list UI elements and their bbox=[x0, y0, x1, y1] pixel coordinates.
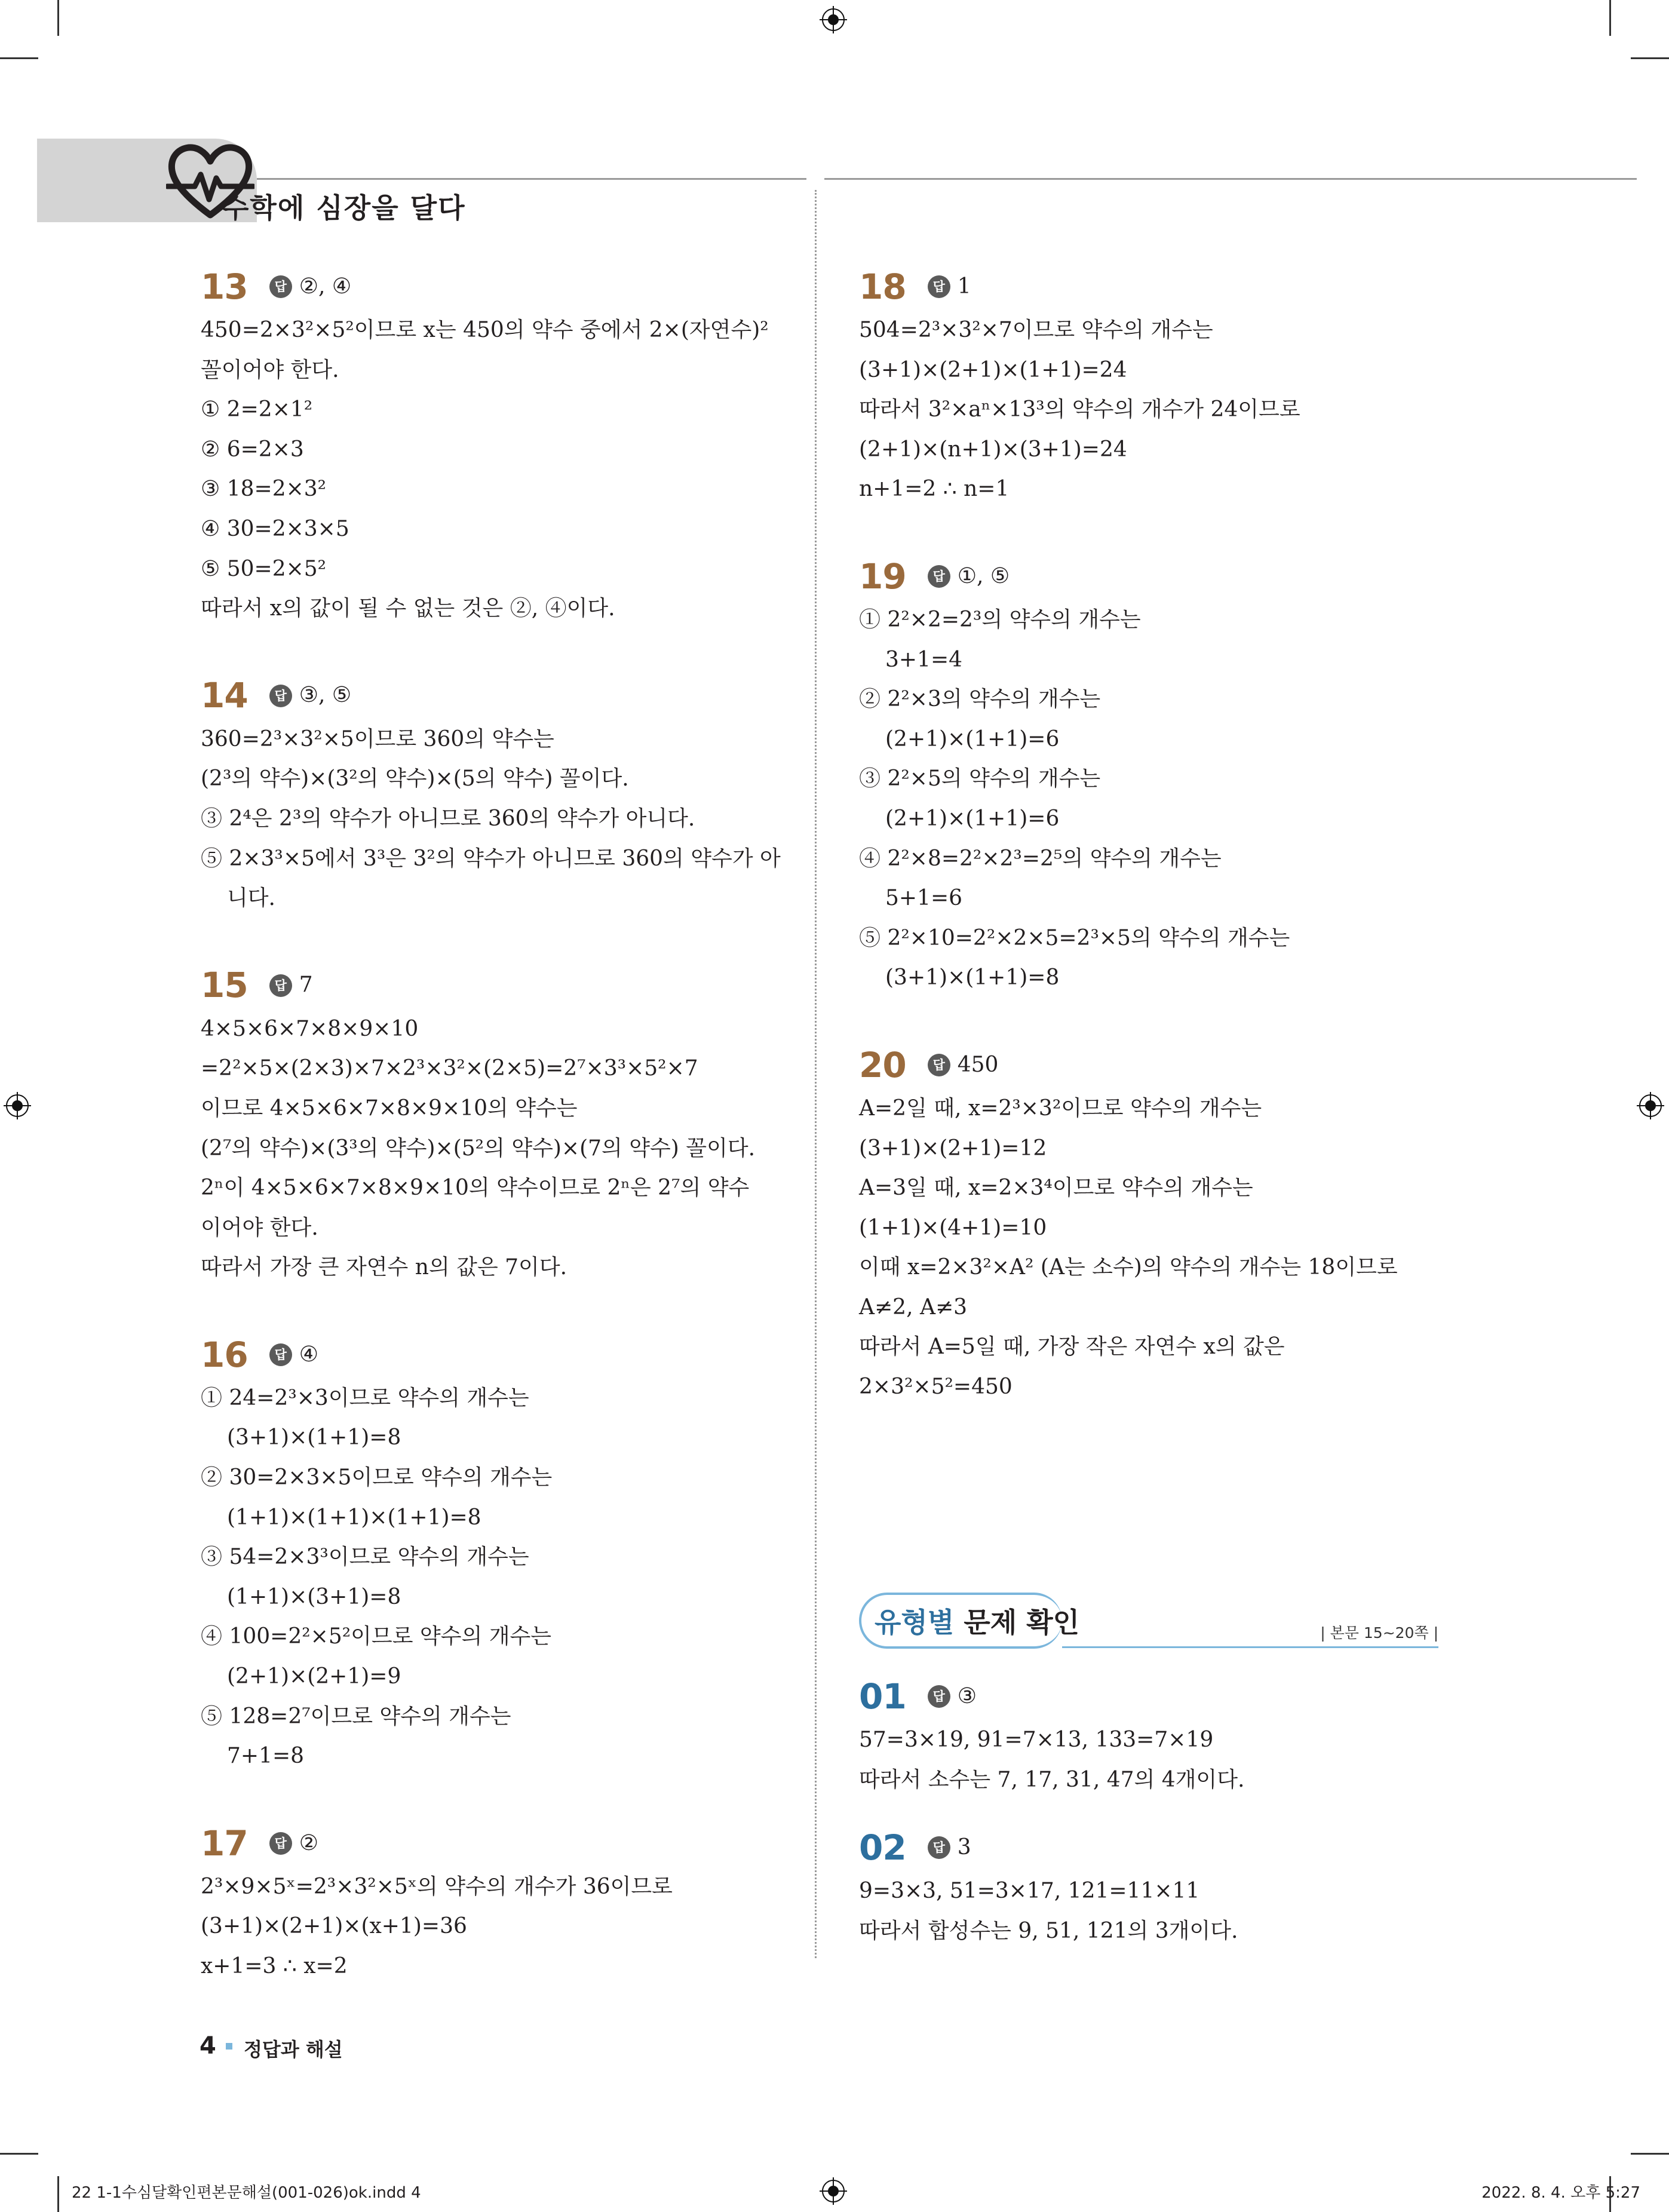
solution-line: ⑤ 128=2⁷이므로 약수의 개수는 bbox=[201, 1704, 511, 1729]
answer-badge-icon: 답 bbox=[269, 1832, 292, 1855]
answer-value: 7 bbox=[299, 972, 313, 998]
solution-line: A=3일 때, x=2×3⁴이므로 약수의 개수는 bbox=[859, 1176, 1253, 1201]
header-title: 수학에 심장을 달다 bbox=[222, 192, 466, 224]
solution-line: 9=3×3, 51=3×17, 121=11×11 bbox=[859, 1879, 1200, 1904]
solution-line: 따라서 A=5일 때, 가장 작은 자연수 x의 값은 bbox=[859, 1334, 1285, 1360]
problem-block bbox=[201, 672, 798, 919]
solution-line: 450=2×3²×5²이므로 x는 450의 약수 중에서 2×(자연수)² bbox=[201, 318, 769, 342]
answer-value: ③ bbox=[957, 1683, 977, 1708]
column-divider bbox=[815, 190, 817, 1958]
problem-header bbox=[201, 263, 798, 311]
solution-line: 니다. bbox=[227, 886, 275, 911]
problem-header bbox=[859, 1673, 1456, 1720]
solution-line: (2³의 약수)×(3²의 약수)×(5의 약수) 꼴이다. bbox=[201, 766, 629, 791]
answer-value: ②, ④ bbox=[299, 274, 352, 299]
problem-block bbox=[859, 1673, 1456, 1800]
solution-line: 3+1=4 bbox=[885, 647, 963, 672]
problem-number: 15 bbox=[201, 965, 248, 1006]
crop-mark bbox=[1631, 2153, 1669, 2155]
solution-line: 2³×9×5ˣ=2³×3²×5ˣ의 약수의 개수가 36이므로 bbox=[201, 1874, 673, 1899]
section-underline bbox=[1062, 1646, 1438, 1648]
registration-mark-icon bbox=[820, 6, 847, 33]
registration-mark-icon bbox=[4, 1092, 31, 1119]
solution-line: 57=3×19, 91=7×13, 133=7×19 bbox=[859, 1728, 1214, 1752]
solution-line: ② 30=2×3×5이므로 약수의 개수는 bbox=[201, 1465, 553, 1490]
answer-badge-icon: 답 bbox=[928, 1685, 950, 1708]
solution-line: (3+1)×(1+1)=8 bbox=[227, 1425, 401, 1450]
solution-line: (3+1)×(2+1)×(1+1)=24 bbox=[859, 357, 1127, 382]
section-problems bbox=[859, 1673, 1456, 1951]
problem-block bbox=[859, 1041, 1456, 1407]
answer-badge-icon: 답 bbox=[928, 275, 950, 298]
problem-block bbox=[201, 1820, 798, 1987]
solution-line: 이어야 한다. bbox=[201, 1215, 318, 1240]
solution-line: ④ 30=2×3×5 bbox=[201, 516, 349, 541]
header-rule bbox=[257, 178, 806, 180]
solution-line: 따라서 가장 큰 자연수 n의 값은 7이다. bbox=[201, 1255, 567, 1280]
solution-line: ① 2²×2=2³의 약수의 개수는 bbox=[859, 607, 1141, 632]
slug-file: 22 1-1수심달확인편본문해설(001-026)ok.indd 4 bbox=[72, 2184, 421, 2202]
solution-line: 이므로 4×5×6×7×8×9×10의 약수는 bbox=[201, 1096, 578, 1121]
solution-line: ⑤ 50=2×5² bbox=[201, 556, 327, 581]
answer-badge-icon: 답 bbox=[269, 275, 292, 298]
answer-badge-icon: 답 bbox=[269, 685, 292, 707]
problem-number: 02 bbox=[859, 1827, 906, 1868]
registration-mark-icon bbox=[1637, 1092, 1664, 1119]
problem-number: 20 bbox=[859, 1044, 906, 1085]
registration-mark-icon bbox=[820, 2177, 847, 2205]
answer-badge-icon: 답 bbox=[269, 1343, 292, 1366]
solution-line: 꼴이어야 한다. bbox=[201, 357, 339, 382]
problem-header bbox=[201, 1331, 798, 1379]
solution-line: 따라서 3²×aⁿ×13³의 약수의 개수가 24이므로 bbox=[859, 397, 1300, 422]
crop-mark bbox=[57, 0, 59, 36]
answer-value: 1 bbox=[957, 274, 971, 299]
solution-line: ⑤ 2²×10=2²×2×5=2³×5의 약수의 개수는 bbox=[859, 925, 1290, 950]
slug-date: 2022. 8. 4. 오후 5:27 bbox=[1481, 2184, 1640, 2202]
left-column bbox=[201, 263, 798, 1987]
solution-line: 이때 x=2×3²×A² (A는 소수)의 약수의 개수는 18이므로 bbox=[859, 1255, 1398, 1280]
footer-bullet bbox=[226, 2043, 232, 2050]
solution-line: ③ 2²×5의 약수의 개수는 bbox=[859, 766, 1101, 791]
solution-line: ② 2²×3의 약수의 개수는 bbox=[859, 687, 1101, 712]
solution-line: ③ 2⁴은 2³의 약수가 아니므로 360의 약수가 아니다. bbox=[201, 806, 695, 831]
solution-line: 5+1=6 bbox=[885, 886, 963, 911]
problem-number: 18 bbox=[859, 266, 906, 307]
solution-line: =2²×5×(2×3)×7×2³×3²×(2×5)=2⁷×3³×5²×7 bbox=[201, 1056, 698, 1081]
problem-block bbox=[201, 263, 798, 629]
problem-header bbox=[859, 1824, 1456, 1872]
problem-block bbox=[859, 553, 1456, 998]
solution-line: n+1=2 ∴ n=1 bbox=[859, 477, 1010, 502]
page-number: 4 bbox=[200, 2032, 216, 2060]
problem-header bbox=[201, 672, 798, 720]
solution-line: (1+1)×(3+1)=8 bbox=[227, 1584, 401, 1609]
problem-number: 16 bbox=[201, 1334, 248, 1375]
solution-line: 따라서 소수는 7, 17, 31, 47의 4개이다. bbox=[859, 1767, 1245, 1792]
problem-header bbox=[859, 1041, 1456, 1089]
footer-label: 정답과 해설 bbox=[244, 2038, 343, 2061]
answer-value: ①, ⑤ bbox=[957, 563, 1010, 588]
solution-line: ① 24=2³×3이므로 약수의 개수는 bbox=[201, 1385, 529, 1410]
solution-line: 2ⁿ이 4×5×6×7×8×9×10의 약수이므로 2ⁿ은 2⁷의 약수 bbox=[201, 1176, 750, 1201]
solution-line: (3+1)×(2+1)=12 bbox=[859, 1136, 1047, 1161]
solution-line: 7+1=8 bbox=[227, 1744, 305, 1769]
crop-mark bbox=[57, 2176, 59, 2212]
solution-line: (2⁷의 약수)×(3³의 약수)×(5²의 약수)×(7의 약수) 꼴이다. bbox=[201, 1136, 756, 1161]
problem-header bbox=[201, 962, 798, 1010]
crop-mark bbox=[0, 57, 38, 59]
problem-header bbox=[201, 1820, 798, 1867]
problem-number: 19 bbox=[859, 556, 906, 597]
answer-value: ③, ⑤ bbox=[299, 683, 352, 708]
solution-line: ③ 54=2×3³이므로 약수의 개수는 bbox=[201, 1545, 529, 1570]
solution-line: A≠2, A≠3 bbox=[859, 1294, 968, 1320]
problem-block bbox=[859, 263, 1456, 510]
crop-mark bbox=[1631, 57, 1669, 59]
solution-line: 따라서 x의 값이 될 수 없는 것은 ②, ④이다. bbox=[201, 596, 615, 621]
answer-badge-icon: 답 bbox=[928, 565, 950, 588]
solution-line: (3+1)×(1+1)=8 bbox=[885, 965, 1060, 990]
solution-line: ② 6=2×3 bbox=[201, 437, 304, 462]
solution-line: 따라서 합성수는 9, 51, 121의 3개이다. bbox=[859, 1918, 1238, 1943]
solution-line: ③ 18=2×3² bbox=[201, 477, 327, 502]
section-heading bbox=[859, 1593, 1438, 1649]
answer-badge-icon: 답 bbox=[928, 1054, 950, 1076]
right-column bbox=[859, 263, 1456, 1407]
problem-number: 14 bbox=[201, 675, 248, 716]
problem-header bbox=[859, 553, 1456, 600]
solution-line: 360=2³×3²×5이므로 360의 약수는 bbox=[201, 726, 554, 751]
answer-badge-icon: 답 bbox=[269, 974, 292, 997]
solution-line: x+1=3 ∴ x=2 bbox=[201, 1954, 348, 1978]
answer-value: ④ bbox=[299, 1342, 318, 1367]
solution-line: (1+1)×(1+1)×(1+1)=8 bbox=[227, 1505, 481, 1530]
crop-mark bbox=[1609, 0, 1611, 36]
solution-line: ④ 100=2²×5²이므로 약수의 개수는 bbox=[201, 1624, 552, 1649]
solution-line: ⑤ 2×3³×5에서 3³은 3²의 약수가 아니므로 360의 약수가 아 bbox=[201, 846, 781, 871]
section-title: 유형별 문제 확인 bbox=[875, 1606, 1080, 1639]
solution-line: (2+1)×(n+1)×(3+1)=24 bbox=[859, 437, 1127, 462]
solution-line: A=2일 때, x=2³×3²이므로 약수의 개수는 bbox=[859, 1096, 1262, 1121]
problem-number: 13 bbox=[201, 266, 248, 307]
crop-mark bbox=[0, 2153, 38, 2155]
solution-line: (1+1)×(4+1)=10 bbox=[859, 1215, 1047, 1240]
solution-line: (3+1)×(2+1)×(x+1)=36 bbox=[201, 1914, 467, 1939]
solution-line: 4×5×6×7×8×9×10 bbox=[201, 1016, 419, 1041]
answer-value: ② bbox=[299, 1830, 318, 1855]
solution-line: (2+1)×(1+1)=6 bbox=[885, 726, 1060, 751]
problem-block bbox=[859, 1824, 1456, 1951]
answer-badge-icon: 답 bbox=[928, 1836, 950, 1859]
solution-line: (2+1)×(1+1)=6 bbox=[885, 806, 1060, 831]
solution-line: 504=2³×3²×7이므로 약수의 개수는 bbox=[859, 318, 1213, 342]
problem-header bbox=[859, 263, 1456, 311]
problem-block bbox=[201, 1331, 798, 1777]
answer-value: 3 bbox=[957, 1834, 971, 1860]
section-reference: | 본문 15~20쪽 | bbox=[1320, 1624, 1438, 1642]
solution-line: ① 2=2×1² bbox=[201, 397, 313, 422]
solution-line: (2+1)×(2+1)=9 bbox=[227, 1664, 401, 1689]
answer-value: 450 bbox=[957, 1052, 999, 1077]
problem-number: 17 bbox=[201, 1823, 248, 1864]
problem-block bbox=[201, 962, 798, 1288]
problem-number: 01 bbox=[859, 1676, 906, 1717]
header-rule bbox=[824, 178, 1637, 180]
solution-line: 2×3²×5²=450 bbox=[859, 1375, 1013, 1400]
solution-line: ④ 2²×8=2²×2³=2⁵의 약수의 개수는 bbox=[859, 846, 1222, 871]
